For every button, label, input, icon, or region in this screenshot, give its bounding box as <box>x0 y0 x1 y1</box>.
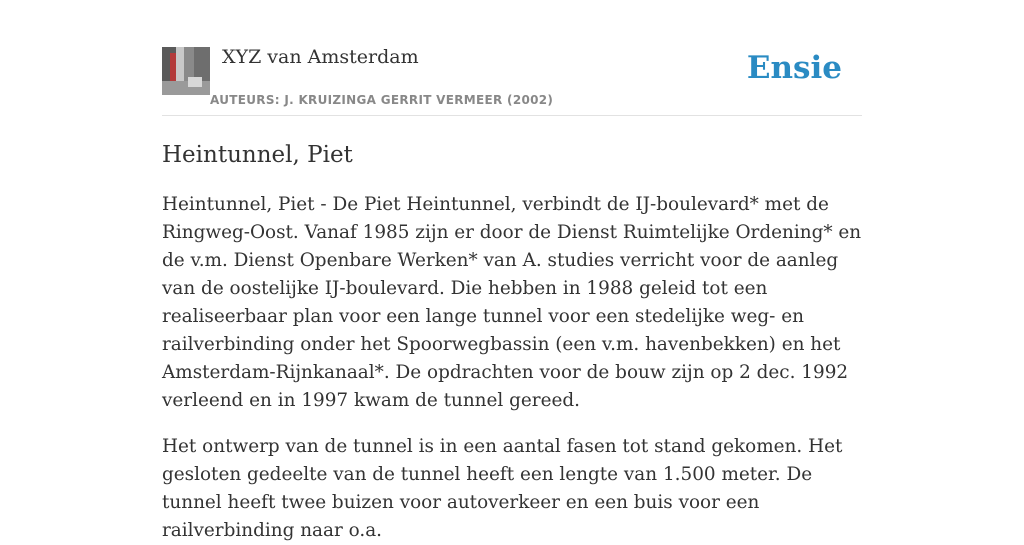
book-title[interactable]: XYZ van Amsterdam <box>222 46 419 68</box>
header <box>162 0 862 116</box>
book-cover-avatar[interactable] <box>162 47 210 95</box>
authors-line: AUTEURS: J. KRUIZINGA GERRIT VERMEER (2002) <box>210 93 554 107</box>
article-paragraph-1: Heintunnel, Piet - De Piet Heintunnel, verbindt de IJ-boulevard* met de Ringweg-Oost. Vanaf 1985 zijn er door de Dienst Ruimtelijke Ordening* en de v.m. Dienst Openbare Werken* van A. studies verricht voor de aanleg van de oostelijke IJ-boulevard. Die hebben in 1988 geleid tot een realiseerbaar plan voor een lange tunnel voor een stedelijke weg- en railverbinding onder het Spoorwegbassin (een v.m. havenbekken) en het Amsterdam-Rijnkanaal*. De opdrachten voor de bouw zijn op 2 dec. 1992 verleend en in 1997 kwam de tunnel gereed. <box>162 194 862 411</box>
article-title: Heintunnel, Piet <box>162 142 353 168</box>
book-cover-image <box>162 47 210 95</box>
content-column <box>162 0 862 545</box>
ensie-logo[interactable]: Ensie <box>746 50 842 86</box>
article-paragraph-2: Het ontwerp van de tunnel is in een aantal fasen tot stand gekomen. Het gesloten gedeelte van de tunnel heeft een lengte van 1.500 meter. De tunnel heeft twee buizen voor autoverkeer en een buis voor een railverbinding naar o.a. <box>162 436 843 541</box>
